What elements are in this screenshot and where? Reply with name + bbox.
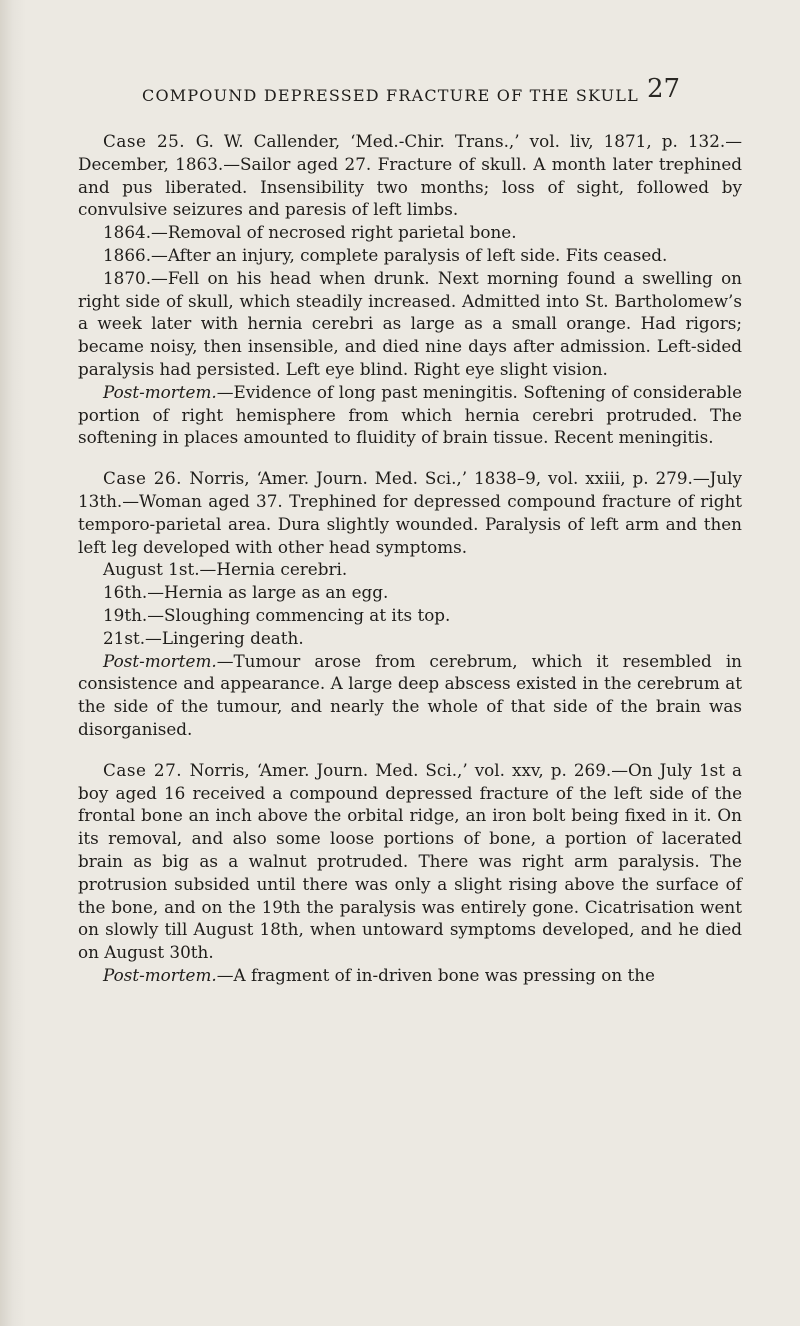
- case-26-reference: Norris, ‘Amer. Journ. Med. Sci.,’ 1838–9, vol. xxiii, p. 279.—July 13th.—Woman aged 37. Trephined for depressed compound fracture of right temporo-parietal area. Dura slightly wounded. Paralysis of left arm and then left leg developed with other head symptoms.: [78, 468, 742, 557]
- post-mortem-text: —Tumour arose from cerebrum, which it resembled in consistence and appearance. A large deep abscess existed in the cerebrum at the side of the tumour, and nearly the whole of that side of the brain was disorganised.: [78, 650, 742, 739]
- case-25-paragraph: [78, 130, 742, 221]
- case-25-heading: Case 25.: [103, 131, 196, 151]
- case-27-heading: Case 27.: [103, 759, 190, 780]
- post-mortem-label: Post-mortem.: [103, 964, 217, 985]
- running-title: COMPOUND DEPRESSED FRACTURE OF THE SKULL: [142, 86, 639, 105]
- book-page: [30, 0, 800, 1326]
- case-27-post-mortem: [78, 964, 742, 987]
- case-26-august-1st: August 1st.—Hernia cerebri.: [103, 559, 348, 580]
- case-27-paragraph: [78, 759, 742, 964]
- case-25-1864: 1864.—Removal of necrosed right parietal bone.: [103, 222, 517, 243]
- case-27-reference: Norris, ‘Amer. Journ. Med. Sci.,’ vol. xxv, p. 269.—On July 1st a boy aged 16 received a compound depressed fracture of the left side of the frontal bone an inch above the orbital ridge, an iron bolt being fixed in it. On its removal, and also some loose portions of bone, a portion of lacerated brain as big as a walnut protruded. There was right arm paralysis. The protrusion subsided until there was only a slight rising above the surface of the bone, and on the 19th the paralysis was entirely gone. Cicatrisation went on slowly till August 18th, when untoward symptoms developed, and he died on August 30th.: [78, 759, 743, 963]
- post-mortem-text: —A fragment of in-driven bone was pressing on the: [216, 964, 655, 985]
- case-25-1866: 1866.—After an injury, complete paralysis of left side. Fits ceased.: [103, 244, 668, 265]
- post-mortem-label: Post-mortem.: [103, 650, 217, 671]
- post-mortem-text: —Evidence of long past meningitis. Softening of considerable portion of right hemisphere from which hernia cerebri protruded. The softening in places amounted to fluidity of brain tissue. Recent meningitis.: [78, 381, 742, 448]
- case-26-21st: 21st.—Lingering death.: [103, 627, 304, 648]
- page-binding-shadow: [0, 0, 26, 1326]
- page-number: 27: [647, 74, 681, 104]
- case-26-heading: Case 26.: [103, 468, 190, 489]
- case-26-paragraph: [78, 467, 742, 558]
- case-26-post-mortem: [78, 650, 742, 741]
- case-25-post-mortem: [78, 381, 742, 449]
- case-25-reference: G. W. Callender, ‘Med.-Chir. Trans.,’ vol. liv, 1871, p. 132.—December, 1863.—Sailor aged 27. Fracture of skull. A month later trephined and pus liberated. Insensibility two months; loss of sight, followed by convulsive seizures and paresis of left limbs.: [78, 131, 742, 220]
- case-26-19th: 19th.—Sloughing commencing at its top.: [103, 604, 451, 625]
- post-mortem-label: Post-mortem.: [103, 381, 217, 402]
- body-text: [78, 130, 742, 987]
- case-25-1870: 1870.—Fell on his head when drunk. Next morning found a swelling on right side of skull, which steadily increased. Admitted into St. Bartholomew’s a week later with hernia cerebri as large as a small orange. Had rigors; became noisy, then insensible, and died nine days after admission. Left-sided paralysis had persisted. Left eye blind. Right eye slight vision.: [78, 267, 742, 379]
- case-26-16th: 16th.—Hernia as large as an egg.: [103, 582, 389, 603]
